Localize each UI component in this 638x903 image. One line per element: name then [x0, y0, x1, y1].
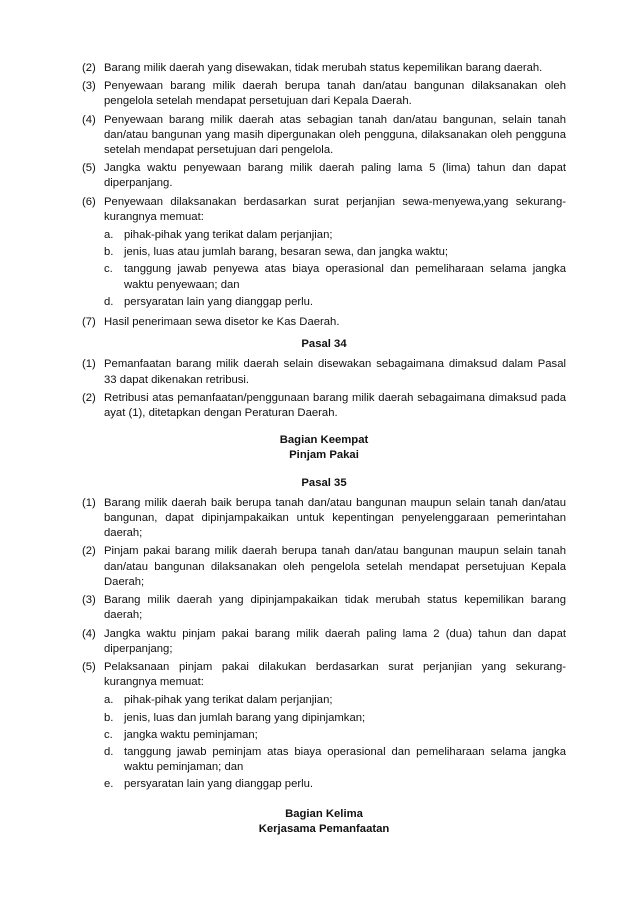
list-item: [82, 315, 566, 330]
item-number: (5): [82, 162, 96, 175]
sub-text: tanggung jawab penyewa atas biaya operasional dan pemeliharaan selama jangka waktu penyewaan; dan: [124, 263, 566, 291]
section-title: Bagian Keempat: [279, 434, 369, 447]
item-text: Penyewaan barang milik daerah berupa tanah dan/atau bangunan dilaksanakan oleh pengelola setelah mendapat persetujuan dari Kepala Daerah.: [104, 80, 566, 108]
item-number: (2): [82, 545, 96, 558]
document-content: [82, 61, 566, 842]
sub-item: [104, 711, 566, 726]
list-item: [82, 627, 566, 657]
section-title: Bagian Kelima: [285, 807, 363, 820]
item-text: Pemanfaatan barang milik daerah selain disewakan sebagaimana dimaksud dalam Pasal 33 dapat dikenakan retribusi.: [104, 358, 566, 386]
sub-letter: b.: [104, 246, 114, 259]
item-number: (2): [82, 391, 96, 404]
sub-text: jenis, luas atau jumlah barang, besaran sewa, dan jangka waktu;: [124, 246, 449, 259]
item-number: (4): [82, 113, 96, 126]
item-number: (1): [82, 358, 96, 371]
list-item: [82, 391, 566, 421]
pasal-34-title: Pasal 34: [301, 338, 347, 351]
sub-item: [104, 245, 566, 260]
list-item: [82, 61, 566, 76]
sub-item: [104, 228, 566, 243]
sub-text: jenis, luas dan jumlah barang yang dipinjamkan;: [124, 711, 366, 724]
item-number: (2): [82, 62, 96, 74]
sub-letter: d.: [104, 295, 114, 308]
list-item: [82, 660, 566, 795]
item-number: (3): [82, 594, 96, 607]
sub-letter: b.: [104, 711, 114, 724]
sub-letter: c.: [104, 263, 113, 276]
list-item: [82, 79, 566, 109]
sub-item: [104, 693, 566, 708]
item-number: (7): [82, 316, 96, 329]
sub-letter: a.: [104, 229, 114, 242]
sub-list: [104, 228, 566, 310]
item-text: Pinjam pakai barang milik daerah berupa tanah dan/atau bangunan maupun selain tanah dan/atau bangunan dilaksanakan oleh pengelola setelah mendapat persetujuan Kepala Daerah;: [104, 545, 566, 588]
sub-letter: a.: [104, 694, 114, 707]
section-subtitle: Pinjam Pakai: [289, 449, 359, 462]
sub-item: [104, 728, 566, 743]
item-text: Barang milik daerah baik berupa tanah dan/atau bangunan maupun selain tanah dan/atau bangunan, dapat dipinjampakaikan untuk kepentingan penyelenggaraan pemerintahan daerah;: [104, 496, 566, 540]
item-text: Barang milik daerah yang dipinjampakaikan tidak merubah status kepemilikan barang daerah;: [104, 594, 566, 622]
sub-text: pihak-pihak yang terikat dalam perjanjian;: [124, 229, 333, 242]
item-number: (1): [82, 496, 96, 509]
item-text: Jangka waktu penyewaan barang milik daerah paling lama 5 (lima) tahun dan dapat diperpanjang.: [104, 162, 566, 190]
sub-item: [104, 777, 566, 792]
pasal-35-list: [82, 496, 566, 795]
sub-letter: d.: [104, 745, 114, 758]
item-number: (4): [82, 627, 96, 640]
item-number: (5): [82, 660, 96, 673]
item-text: Penyewaan barang milik daerah atas sebagian tanah dan/atau bangunan, selain tanah dan/atau bangunan yang masih dipergunakan oleh pengguna, dilaksanakan oleh pengguna setelah mendapat persetujuan dari pengelola.: [104, 113, 566, 157]
list-item: [82, 496, 566, 542]
sub-text: persyaratan lain yang dianggap perlu.: [124, 778, 314, 791]
sub-list: [104, 693, 566, 792]
sub-item: [104, 262, 566, 292]
sub-text: pihak-pihak yang terikat dalam perjanjian;: [124, 694, 333, 707]
bagian-kelima-title: [82, 807, 566, 837]
sub-letter: c.: [104, 728, 113, 741]
sub-item: [104, 295, 566, 310]
item-text: Jangka waktu pinjam pakai barang milik daerah paling lama 2 (dua) tahun dan dapat diperpanjang;: [104, 627, 566, 655]
item-text: Hasil penerimaan sewa disetor ke Kas Daerah.: [104, 316, 340, 329]
pasal-34-list: [82, 357, 566, 421]
sub-letter: e.: [104, 778, 114, 791]
list-item: [82, 195, 566, 312]
pasal-35-title: Pasal 35: [301, 476, 347, 489]
list-item: [82, 593, 566, 623]
item-text: Retribusi atas pemanfaatan/penggunaan barang milik daerah sebagaimana dimaksud pada ayat (1), ditetapkan dengan Peraturan Daerah.: [104, 391, 566, 420]
pasal-33-list: [82, 61, 566, 330]
bagian-keempat-title: [82, 433, 566, 463]
list-item: [82, 357, 566, 387]
sub-text: jangka waktu peminjaman;: [124, 728, 258, 741]
sub-item: [104, 745, 566, 775]
item-text: Barang milik daerah yang disewakan, tidak merubah status kepemilikan barang daerah.: [104, 62, 543, 74]
item-text: Penyewaan dilaksanakan berdasarkan surat perjanjian sewa-menyewa,yang sekurang-kurangnya memuat:: [104, 195, 566, 223]
sub-text: tanggung jawab peminjam atas biaya operasional dan pemeliharaan selama jangka waktu peminjaman; dan: [124, 745, 566, 774]
list-item: [82, 161, 566, 191]
sub-text: persyaratan lain yang dianggap perlu.: [124, 295, 314, 308]
item-text: Pelaksanaan pinjam pakai dilakukan berdasarkan surat perjanjian yang sekurang-kurangnya memuat:: [104, 660, 566, 689]
list-item: [82, 544, 566, 590]
list-item: [82, 113, 566, 159]
item-number: (3): [82, 80, 96, 93]
item-number: (6): [82, 195, 96, 208]
section-subtitle: Kerjasama Pemanfaatan: [258, 822, 390, 835]
